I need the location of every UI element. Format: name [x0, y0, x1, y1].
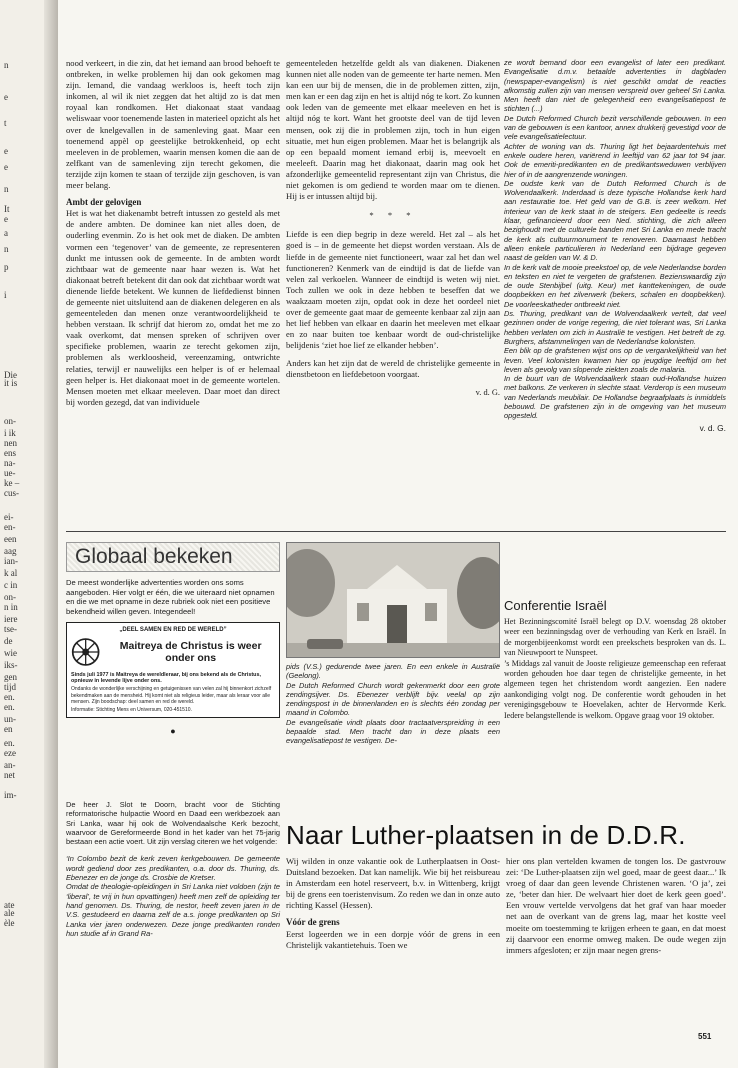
- previous-page-fragment: on-: [4, 416, 16, 426]
- previous-page-fragment: n in: [4, 602, 18, 612]
- luther-headline: Naar Luther-plaatsen in de D.D.R.: [286, 820, 686, 850]
- previous-page-fragment: na-: [4, 458, 16, 468]
- advert-contact: Informatie: Stichting Mens en Universum, 020-451510.: [71, 706, 192, 713]
- previous-page-fragment: iks-: [4, 660, 18, 670]
- previous-page-fragment: tijd: [4, 682, 17, 692]
- previous-page-fragment: Die: [4, 370, 17, 380]
- globaal-bekeken-intro: De meest wonderlijke advertenties worden ons soms aangeboden. Hier volgt er één, die we uiteraard niet opnamen en die we met opname in deze rubriek ook niet een positieve bekendheid willen geven. Integendeel!: [66, 578, 275, 616]
- previous-page-fragment: an-: [4, 760, 16, 770]
- paragraph: In de buurt van de Wolvendaalkerk staan oud-Hollandse huizen met balkons. Ze verkeren in slechte staat. Verderop is een museum van Nederlands meubilair. De Hollandse begraafplaats is inmiddels bebouwd. De grafstenen zijn in de omgeving van het museum opgesteld.: [504, 374, 726, 421]
- previous-page-fragment: t: [4, 118, 7, 128]
- magazine-page: [58, 0, 738, 1068]
- paragraph: Omdat de theologie-opleidingen in Sri Lanka niet voldoen (zijn te ‘liberal’, te vrij in hun opvattingen) heeft men zelf de opleiding ter hand genomen. Ds. Thuring, de nestor, heeft zeven jaren in de V.S. gestudeerd en daarna zelf de a.s. jonge predikanten op Sri Lanka vier jaren onderwezen. Deze jonge predikanten ronden hun studie af in Grand Ra-: [66, 882, 280, 938]
- previous-page-fragment: en.: [4, 692, 15, 702]
- previous-page-fragment: cus-: [4, 488, 19, 498]
- conferentie-body: [504, 617, 726, 721]
- paragraph: gemeenteleden hetzelfde geldt als van diakenen. Diakenen kunnen niet alle noden van de gemeente ter harte nemen. Men kan een uur bij de mensen, die in de problemen zitten, zijn, men kan er een dag zijn en het is altijd nóg te kort. Zo kunnen ook leden van de gemeente met elkaar meeleven en het is altijd nóg te kort. Want het grootste deel van de tijd leven mensen, ook zij die in problemen zijn, toch in hun eigen situatie, met hun eigen problemen. Maar het is belangrijk als op een bepaald moment iemand erbij is, meevoelt en meeleeft. Daarin mag het diakonaat, daarin mag ook het afzonderlijke gemeentelid representant zijn van Christus, die niet gekomen is om gediend te worden maar om te dienen. Hij is er intussen altijd bij.: [286, 58, 500, 202]
- conferentie-israel-section: [504, 598, 726, 721]
- paragraph: ‘In Colombo bezit de kerk zeven kerkgebouwen. De gemeente wordt gediend door zes predikanten, o.a. door ds. Thuring, ds. Ebenezer en de jonge ds. Crosbie de Kretser.: [66, 854, 280, 883]
- paragraph: Het Bezinningscomité Israël belegt op D.V. woensdag 28 oktober weer een bezinningsdag over de verhouding van Kerk en Israël. In de morgenbijeenkomst wordt een preekschets besproken van ds. L. van Nieuwpoort te Nunspeet.: [504, 617, 726, 658]
- luther-column-2: [506, 856, 726, 956]
- previous-page-fragment: ate: [4, 900, 15, 910]
- paragraph: Anders kan het zijn dat de wereld de christelijke gemeente in dienstbetoon en liefdebetoon voorgaat.: [286, 358, 500, 380]
- previous-page-fragment: en.: [4, 702, 15, 712]
- advert-title: Maitreya de Christus is weer onder ons: [119, 640, 262, 665]
- previous-page-fragment: c in: [4, 580, 18, 590]
- previous-page-fragment: ue-: [4, 468, 16, 478]
- previous-page-fragment: en.: [4, 738, 15, 748]
- section-divider-stars: * * *: [369, 210, 417, 221]
- previous-page-fragment: e: [4, 162, 8, 172]
- subheading-ambt-der-gelovigen: Ambt der gelovigen: [66, 197, 142, 208]
- paragraph: nood verkeert, in die zin, dat het iemand aan brood behoeft te ontbreken, in welke problemen hij dan ook gekomen mag zijn. Iemand, die vandaag werkloos is, heeft toch zijn inkomen, al wil ik niet zeggen dat het altijd zo is dat men royaal kan rondkomen. Het diakonaat staat vandaag weliswaar voor toenemende lasten in materieel opzicht als het over de knelgevallen in de samenleving gaat. Maar een toenemend appèl op geestelijke betrokkenheid, op echt meeleven in de problemen, waarin mensen komen die aan de zelfkant van de samenleving zijn terecht gekomen, die terzijde zijn komen te staan of terzijde zijn geschoven, is van meer belang.: [66, 58, 280, 191]
- paragraph: De Dutch Reformed Church wordt gekenmerkt door een grote zendingsijver. Ds. Ebenezer verblijft bijv. veelal op zijn zendingspost in de binnenlanden en is slechts één zondag per maand in Colombo.: [286, 680, 500, 718]
- globaal-bekeken-section: [66, 542, 280, 736]
- paragraph: Een blik op de grafstenen wijst ons op de vergankelijkheid van het leven. Veel kolonisten kwamen hier op jeugdige leeftijd om het leven als gevolg van slopende ziekten zoals de malaria.: [504, 346, 726, 374]
- paragraph: De oudste kerk van de Dutch Reformed Church is de Wolvendaalkerk. Inderdaad is deze typische Hollandse kerk hard aan restauratie toe. Het geld van de G.B. is zeer welkom. Het interieur van de kerk staat in de steigers. Een gedeelte is reeds klaar, gefinancieerd door een Ned. stichting, die zich alleen bezighoudt met de culturele banden met Sri Lanka en mede tracht de kerk als cultuurmonument te renoveren. Daarnaast hebben alleen enkele particulieren in Nederland een bijdrage gegeven naast de gelden van W. & D.: [504, 178, 726, 263]
- previous-page-fragment: a: [4, 228, 8, 238]
- previous-page-fragment: tse-: [4, 624, 17, 634]
- paragraph: Liefde is een diep begrip in deze wereld. Het zal – als het goed is – in de gemeente het diepst worden verstaan. Als de liefde in de gemeente niet functioneert, waar zal het dan wel functioneren? Kenmerk van de eindtijd is dat de liefde van velen zal verkoelen. Wanneer de eindtijd is weten wij niet. Toch zullen we ook in deze hebben te beseffen dat we waakzaam moeten zijn, opdat ook in deze het oordeel niet over de gemeente gaat maar de gemeente kenbaar zal zijn aan het lief hebben van elkaar en daarin het meeleven met elkaar en zo naar buiten toe kenbaar wordt de oud-christelijke belijdenis ‘ziet hoe lief ze elkander hebben’.: [286, 229, 500, 351]
- paragraph: pids (V.S.) gedurende twee jaren. En een enkele in Australië (Geelong).: [286, 662, 500, 681]
- previous-page-fragment: ale: [4, 908, 15, 918]
- previous-page-fragment: un-: [4, 714, 16, 724]
- previous-page-fragment: ke –: [4, 478, 20, 488]
- paragraph: hier ons plan vertelden kwamen de tongen los. De gastvrouw zei: ‘De Luther-plaatsen zijn wel goed, maar de geest daar...’ Ik vroeg of daar dan geen levende Christenen waren. ‘O ja’, zei ze, ‘beter dan hier. De welvaart hier doet de kerk geen goed’. Een vrouw vertelde vervolgens dat het graf van haar moeder net aan de overkant van de grens lag, maar het kostte veel moeite om toestemming te krijgen erheen te gaan, en dat moest zij daarvoor een enorme omweg maken. De oude wegen zijn immers afgesloten; er zijn maar negen grens-: [506, 856, 726, 955]
- paragraph: In de kerk valt de mooie preekstoel op, de vele Nederlandse borden en teksten en niet te vergeten de grafstenen. Bezienswaardig zijn de oude Stenbijbel (uitg. Keur) met kanttekeningen, de oude doopbekken en het zilverwerk (bekers, schalen en doopbekken). De voorleeskatheder ontbreekt niet.: [504, 262, 726, 309]
- paragraph: ze wordt bemand door een evangelist of later een predikant. Evangelisatie d.m.v. betaalde advertenties in dagbladen (newspaper-evangelism) is niet geschikt omdat de reacties afkomstig zullen zijn van mensen verspreid over geheel Sri Lanka. Men heeft dan niet de gelegenheid een evangelisatiepost te stichten (...): [504, 58, 726, 114]
- previous-page-fragment: n: [4, 60, 9, 70]
- previous-page-fragment: net: [4, 770, 15, 780]
- church-photo: [286, 542, 500, 658]
- previous-page-fragment: i: [4, 290, 7, 300]
- previous-page-fragment: èle: [4, 918, 15, 928]
- paragraph: Wij wilden in onze vakantie ook de Lutherplaatsen in Oost-Duitsland bezoeken. Dat kan namelijk. Wie bij het reisbureau in Amsterdam een hotel reserveert, b.v. in Wittenberg, krijgt bij de grens een toeristenvisum. Zo reden we dan in onze auto richting Kassel (Hessen).: [286, 856, 500, 911]
- luther-column-1: [286, 856, 500, 951]
- conferentie-title: Conferentie Israël: [504, 598, 607, 613]
- previous-page-fragment: p: [4, 262, 9, 272]
- previous-page-fragment: ens: [4, 448, 16, 458]
- advert-body: Ondanks de wonderlijke verschijning en getuigenissen van velen zal hij binnenkort zichzelf bekendmaken aan de mensheid. Hij komt niet als religieus leider, maar als leraar voor alle mensen. Zijn boodschap: deel samen en red de wereld.: [71, 686, 272, 705]
- author-signature: v. d. G.: [699, 422, 726, 433]
- maitreya-advertisement: [66, 622, 280, 718]
- article-column-3: [504, 58, 726, 433]
- previous-page-fragment: gen: [4, 672, 17, 682]
- paragraph: ’s Middags zal vanuit de Jooste religieuze gemeenschap een referaat worden gehouden hoe daar tegen de christelijke gemeente, in het algemeen tegen het christendom wordt aangezien. Een nadere aankondiging volgt nog. De conferentie wordt gehouden in het verenigingsgebouw te Hoevelaken, achter de Hervormde Kerk. Iedere belangstellende is welkom. Opgave graag voor 19 oktober.: [504, 658, 726, 720]
- previous-page-fragment: eze: [4, 748, 16, 758]
- article-column-2: [286, 58, 500, 398]
- previous-page-fragment: e: [4, 92, 8, 102]
- paragraph: De evangelisatie vindt plaats door tractaatverspreiding in een bepaalde stad. Men tracht dan in deze plaats een evangelisatiepost te vestigen. De-: [286, 717, 500, 746]
- previous-page-fragment: nen: [4, 438, 17, 448]
- previous-page-fragment: e: [4, 214, 8, 224]
- previous-page-fragment: k al: [4, 568, 18, 578]
- author-signature: v. d. G.: [475, 387, 500, 397]
- previous-page-fragment: im-: [4, 790, 17, 800]
- paragraph: Achter de woning van ds. Thuring ligt het bejaardentehuis met enkele oudere heren, variërend in leeftijd van 62 jaar tot 94 jaar. Ook de emeriti-predikanten en de predikantsweduwen verblijven hier of in de aangrenzende woningen.: [504, 141, 726, 179]
- paragraph: De Dutch Reformed Church bezit verschillende gebouwen. In een van de gebouwen is een kantoor, annex drukkerij gevestigd voor de vele evangelisatielectuur.: [504, 113, 726, 142]
- paragraph: Ds. Thuring, predikant van de Wolvendaalkerk vertelt, dat veel gezinnen onder de vorige regering, die niet tolerant was, Sri Lanka hebben verlaten om zich in Australië te vestigen. Het betreft de zg. Burghers, afstammelingen van de Nederlandse kolonisten.: [504, 309, 726, 346]
- advert-slogan: „DEEL SAMEN EN RED DE WERELD”: [119, 627, 227, 634]
- previous-page-fragment: on-: [4, 592, 16, 602]
- previous-page-fragment: ian-: [4, 556, 18, 566]
- previous-page-fragment: en-: [4, 522, 16, 532]
- subheading-voor-de-grens: Vóór de grens: [286, 917, 340, 928]
- previous-page-fragment: aag: [4, 546, 17, 556]
- previous-page-fragment: it is: [4, 378, 18, 388]
- article-column-1: [66, 58, 280, 408]
- woord-en-daad-report: [66, 800, 280, 938]
- previous-page-fragment: e: [4, 146, 8, 156]
- paragraph: Het is wat het diakenambt betreft intussen zo gesteld als met de andere ambten. De dominee kan niet alles doen, de ouderling evenmin. Zo is het ook met de diaken. De ambten vormen een ‘tegenover’ van de gemeente, ze representeren dunkt me intussen ook de gemeente. In de ambten wordt zichtbaar wat de gemeente naar haar wezen is. Wat het diakonaat betreft betekent dit dan ook dat zichtbaar wordt wat dienende liefde betekent. We kunnen de liefdedienst binnen de gemeente niet uitsluitend aan de diakenen delegeren en als gemeenteleden dan menen onze verantwoordelijkheid te hebben verstaan. Ik schrijf dat hierom zo, omdat het me zo vaak overkomt, dat mensen spreken of schrijven over specifieke problemen, waarin ze terecht gekomen zijn, problemen als werkloosheid, vereenzaming, ontwrichte relaties, terwijl er nauwelijks een helper is of er helemaal geen helper is. Het diakonaat moet in de gemeente wortelen. Mensen moeten met elkaar meeleven. Daar moet dan direct bij worden gezegd, dat van individuele: [66, 208, 280, 407]
- dharma-wheel-icon: [71, 635, 100, 669]
- page-gutter-shadow: [44, 0, 58, 1068]
- previous-page-fragment: iere: [4, 614, 18, 624]
- wolvendaal-church-image: [287, 543, 500, 658]
- previous-page-fragment: en: [4, 724, 13, 734]
- paragraph: De heer J. Slot te Doorn, bracht voor de Stichting reformatorische hulpactie Woord en Daad een werkbezoek aan Sri Lanka, waar hij ook de Wolvendaalsche Kerk bezocht, waarvoor de Gereformeerde Bond in het kader van het 75-jarig bestaan een actie voert. Uit zijn verslag citeren we het volgende:: [66, 800, 280, 847]
- page-number: 551: [698, 1032, 712, 1041]
- photo-section: [286, 542, 500, 746]
- previous-page-fragment: ei-: [4, 512, 14, 522]
- previous-page-bleed: [0, 0, 58, 1068]
- previous-page-fragment: It: [4, 204, 10, 214]
- bullet-divider: ●: [170, 726, 176, 737]
- paragraph: Eerst logeerden we in een dorpje vóór de grens in een Christelijk vakantietehuis. Toen we: [286, 928, 500, 950]
- previous-page-fragment: i ik: [4, 428, 16, 438]
- section-divider-rule: [66, 531, 726, 532]
- previous-page-fragment: een: [4, 534, 17, 544]
- previous-page-fragment: n: [4, 244, 9, 254]
- advert-date-line: Sinds juli 1977 is Maitreya de wereldleraar, bij ons bekend als de Christus, opnieuw in levende lijve onder ons.: [71, 672, 261, 685]
- photo-caption: [286, 662, 500, 746]
- previous-page-fragment: de: [4, 636, 13, 646]
- globaal-bekeken-title: Globaal bekeken: [66, 542, 280, 572]
- previous-page-fragment: n: [4, 184, 9, 194]
- previous-page-fragment: wie: [4, 648, 17, 658]
